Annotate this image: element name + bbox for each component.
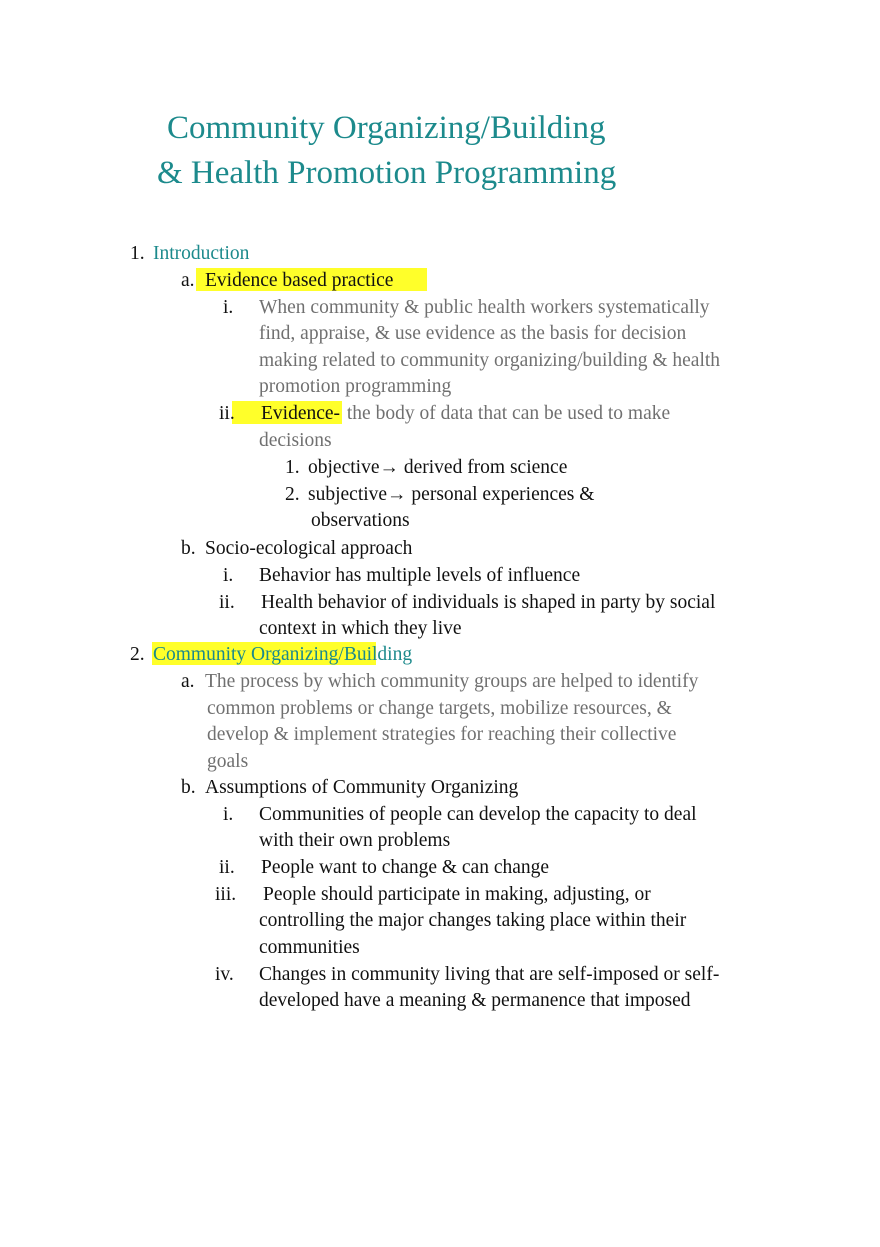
item-1b-ii-line-1: Health behavior of individuals is shaped in party by social <box>261 592 716 613</box>
item-2a-line-2: common problems or change targets, mobilize resources, & <box>207 698 672 719</box>
item-2b-i-numeral: i. <box>223 804 234 825</box>
item-2b-letter: b. <box>181 777 196 798</box>
item-2a-letter: a. <box>181 671 195 692</box>
point-2-text-cont: observations <box>311 510 410 531</box>
title-line-2: & Health Promotion Programming <box>157 155 617 191</box>
item-1a-i-numeral: i. <box>223 297 234 318</box>
item-1b-ii-line-2: context in which they live <box>259 618 462 639</box>
section-2-number: 2. <box>130 644 145 665</box>
section-1-number: 1. <box>130 243 145 264</box>
item-2b-iii-numeral: iii. <box>215 884 237 905</box>
item-1a-ii-line-2: decisions <box>259 430 332 451</box>
title-line-1: Community Organizing/Building <box>167 110 606 146</box>
item-1b-ii-numeral: ii. <box>219 592 235 613</box>
item-2b-iii-line-3: communities <box>259 937 360 958</box>
item-2b-iv-line-2: developed have a meaning & permanence that imposed <box>259 990 691 1011</box>
item-1b-i-numeral: i. <box>223 565 234 586</box>
item-1a-i-line-1: When community & public health workers systematically <box>259 297 710 318</box>
section-1-heading: Introduction <box>153 243 250 264</box>
item-1b-label: Socio-ecological approach <box>205 538 413 559</box>
item-2b-iv-line-1: Changes in community living that are self-imposed or self- <box>259 964 720 985</box>
point-1-text: objective→ derived from science <box>308 457 568 478</box>
item-1b-letter: b. <box>181 538 196 559</box>
item-2b-ii-numeral: ii. <box>219 857 235 878</box>
point-2-text: subjective→ personal experiences & <box>308 484 595 505</box>
item-1a-ii-term: Evidence- <box>261 403 341 424</box>
item-2b-ii-line-1: People want to change & can change <box>261 857 550 878</box>
item-2b-iii-line-1: People should participate in making, adjusting, or <box>263 884 651 905</box>
item-1a-label: Evidence based practice <box>205 270 394 291</box>
item-2a-line-4: goals <box>207 751 249 772</box>
item-2b-i-line-1: Communities of people can develop the capacity to deal <box>259 804 697 825</box>
item-1a-i-line-4: promotion programming <box>259 376 452 397</box>
point-2-number: 2. <box>285 484 300 505</box>
item-1a-i-line-3: making related to community organizing/building & health <box>259 350 721 371</box>
item-2b-iv-numeral: iv. <box>215 964 234 985</box>
item-2b-iii-line-2: controlling the major changes taking place within their <box>259 910 687 931</box>
point-1-number: 1. <box>285 457 300 478</box>
item-2a-line-3: develop & implement strategies for reaching their collective <box>207 724 677 745</box>
item-1a-letter: a. <box>181 270 195 291</box>
item-1a-ii-numeral: ii. <box>219 403 235 424</box>
item-1a-i-line-2: find, appraise, & use evidence as the basis for decision <box>259 323 687 344</box>
item-1a-ii-definition: the body of data that can be used to make <box>342 403 671 424</box>
item-2b-i-line-2: with their own problems <box>259 830 451 851</box>
section-2-heading: Community Organizing/Building <box>153 644 413 665</box>
item-2b-label: Assumptions of Community Organizing <box>205 777 519 798</box>
item-2a-line-1: The process by which community groups are helped to identify <box>205 671 699 692</box>
item-1b-i-line-1: Behavior has multiple levels of influence <box>259 565 581 586</box>
